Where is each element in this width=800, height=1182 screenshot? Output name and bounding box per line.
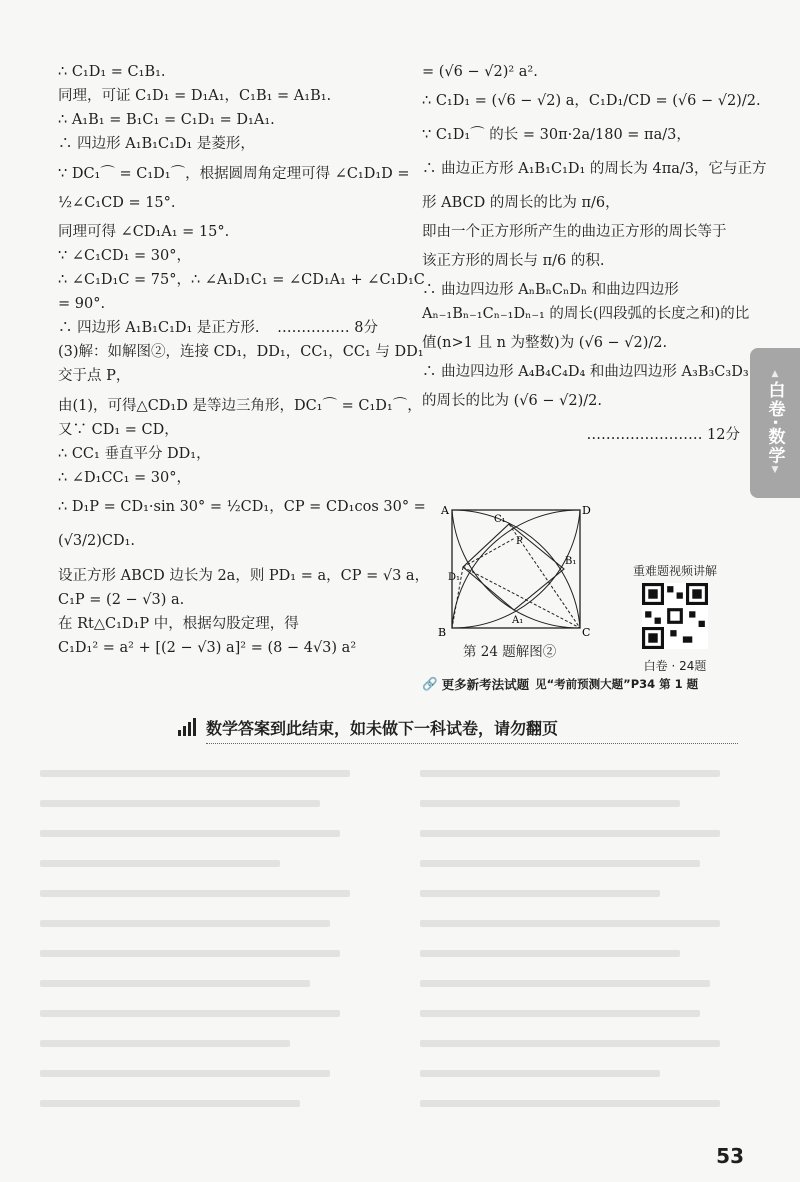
solution-text: ∴ 四边形 A₁B₁C₁D₁ 是正方形. <box>58 320 260 336</box>
solution-line: ∴ 曲边正方形 A₁B₁C₁D₁ 的周长为 4πa/3，它与正方 <box>422 161 767 177</box>
point-label-b: B <box>438 626 447 639</box>
more-questions-title: 更多新考法试题 <box>441 677 530 692</box>
right-column <box>422 60 767 452</box>
end-notice-text: 数学答案到此结束，如未做下一科试卷，请勿翻页 <box>206 718 559 738</box>
qr-block[interactable] <box>620 562 730 674</box>
solution-line: 即由一个正方形所产生的曲边正方形的周长等于 <box>422 224 727 240</box>
solution-line: C₁D₁² = a² + [(2 − √3) a]² = (8 − 4√3) a² <box>58 640 357 656</box>
solution-line: ∴ 四边形 A₁B₁C₁D₁ 是菱形， <box>58 136 255 152</box>
tab-arrow-down-icon: ▼ <box>770 465 780 478</box>
solution-line: 设正方形 ABCD 边长为 2a，则 PD₁ = a，CP = √3 a， <box>58 568 430 584</box>
solution-line: ∵ DC₁⌒ = C₁D₁⌒，根据圆周角定理可得 ∠C₁D₁D = <box>58 166 410 182</box>
end-notice <box>178 712 738 742</box>
point-label-a1: A₁ <box>512 615 524 626</box>
solution-line: ∴ ∠D₁CC₁ = 30°， <box>58 470 191 486</box>
solution-line: 该正方形的周长与 π/6 的积. <box>422 253 605 269</box>
qr-sublabel: 白卷 · 24题 <box>643 659 707 673</box>
point-label-b1: B₁ <box>565 556 577 567</box>
page-number: 53 <box>716 1144 744 1168</box>
point-label-p: P <box>516 536 523 547</box>
solution-line: ∴ ∠C₁D₁C = 75°，∴ ∠A₁D₁C₁ = ∠CD₁A₁ + ∠C₁D₁C <box>58 272 425 288</box>
qr-code-icon[interactable] <box>642 583 708 649</box>
point-label-d1: D₁ <box>448 572 461 583</box>
inner-square <box>463 524 564 610</box>
more-questions-bar <box>422 673 742 695</box>
solution-line: (3)解：如解图②，连接 CD₁，DD₁，CC₁，CC₁ 与 DD₁ <box>58 344 424 360</box>
geometry-figure <box>432 502 592 652</box>
qr-label: 重难题视频讲解 <box>632 564 717 578</box>
solution-line: ∴ C₁D₁ = (√6 − √2) a，C₁D₁/CD = (√6 − √2)/2. <box>422 93 761 109</box>
solution-line: 值(n>1 且 n 为整数)为 (√6 − √2)/2. <box>422 335 668 351</box>
point-label-d: D <box>582 504 591 517</box>
link-icon: 🔗 <box>422 676 438 691</box>
solution-line: ∴ C₁D₁ = C₁B₁. <box>58 64 166 80</box>
point-label-c: C <box>582 626 591 639</box>
solution-line: 同理，可证 C₁D₁ = D₁A₁，C₁B₁ = A₁B₁. <box>58 88 332 104</box>
more-questions-desc: 见“考前预测大题”P34 第 1 题 <box>535 677 699 691</box>
solution-line <box>58 316 378 340</box>
subject-tab-label: 白卷·数学 <box>764 380 785 466</box>
solution-line: 同理可得 ∠CD₁A₁ = 15°. <box>58 224 230 240</box>
solution-line: ½∠C₁CD = 15°. <box>58 195 176 211</box>
solution-line <box>422 384 740 443</box>
solution-line: 又∵ CD₁ = CD， <box>58 422 179 438</box>
left-column <box>58 60 430 660</box>
solution-line: ∵ C₁D₁⌒ 的长 = 30π·2a/180 = πa/3， <box>422 127 691 143</box>
solution-line: ∴ 曲边四边形 AₙBₙCₙDₙ 和曲边四边形 <box>422 282 679 298</box>
solution-line: (√3/2)CD₁. <box>58 533 136 549</box>
score-mark: …………… 8分 <box>277 320 378 336</box>
solution-line: 由(1)，可得△CD₁D 是等边三角形，DC₁⌒ = C₁D₁⌒， <box>58 398 422 414</box>
solution-line: 形 ABCD 的周长的比为 π/6， <box>422 195 620 211</box>
bleed-through-area <box>0 760 800 1160</box>
solution-line: ∴ CC₁ 垂直平分 DD₁， <box>58 446 211 462</box>
dotted-rule <box>206 743 738 744</box>
solution-line: = (√6 − √2)² a². <box>422 64 538 80</box>
solution-line: 在 Rt△C₁D₁P 中，根据勾股定理，得 <box>58 616 299 632</box>
point-label-a: A <box>441 504 449 517</box>
solution-line: Aₙ₋₁Bₙ₋₁Cₙ₋₁Dₙ₋₁ 的周长(四段弧的长度之和)的比 <box>422 306 750 322</box>
tab-arrow-up-icon: ▲ <box>770 368 780 381</box>
solution-line: ∴ 曲边四边形 A₄B₄C₄D₄ 和曲边四边形 A₃B₃C₃D₃ <box>422 364 749 380</box>
solution-line: ∵ ∠C₁CD₁ = 30°， <box>58 248 191 264</box>
solution-line: ∴ D₁P = CD₁·sin 30° = ½CD₁，CP = CD₁cos 30° = <box>58 499 426 515</box>
solution-line: ∴ A₁B₁ = B₁C₁ = C₁D₁ = D₁A₁. <box>58 112 275 128</box>
solution-line: 交于点 P， <box>58 368 131 384</box>
signal-bars-icon <box>178 718 196 736</box>
solution-line: = 90°. <box>58 296 106 312</box>
figure-caption: 第 24 题解图② <box>463 644 557 660</box>
solution-text: 的周长的比为 (√6 − √2)/2. <box>422 393 602 409</box>
subject-side-tab <box>750 348 800 498</box>
score-mark: …………………… 12分 <box>586 427 740 443</box>
solution-line: C₁P = (2 − √3) a. <box>58 592 185 608</box>
point-label-c1: C₁ <box>494 514 506 525</box>
